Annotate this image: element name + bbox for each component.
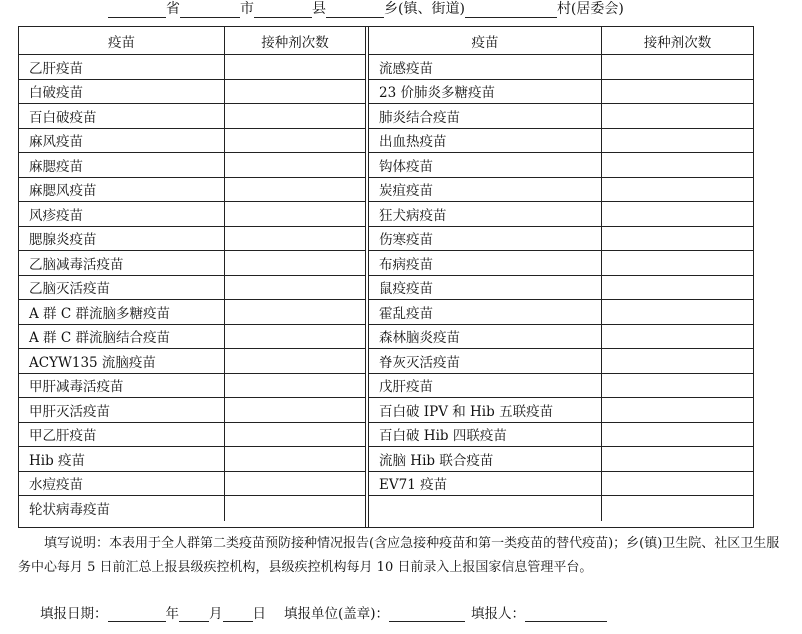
left-column-table bbox=[19, 27, 366, 527]
dose-count-cell[interactable] bbox=[602, 104, 753, 128]
township-label: 乡(镇、街道) bbox=[384, 1, 465, 17]
table-row bbox=[19, 129, 365, 154]
table-row bbox=[369, 55, 753, 80]
vaccine-column-header: 疫苗 bbox=[369, 27, 602, 54]
table-row bbox=[19, 80, 365, 105]
vaccine-name-cell bbox=[369, 496, 602, 521]
table-row bbox=[19, 202, 365, 227]
unit-label: 填报单位(盖章)： bbox=[284, 606, 390, 622]
year-field[interactable] bbox=[108, 607, 166, 622]
dose-count-cell[interactable] bbox=[225, 472, 365, 496]
date-label: 填报日期： bbox=[40, 606, 108, 622]
instructions bbox=[18, 532, 784, 580]
vaccine-name-cell: 百白破疫苗 bbox=[19, 104, 225, 128]
vaccine-name-cell: 霍乱疫苗 bbox=[369, 300, 602, 324]
table-row bbox=[369, 472, 753, 497]
vaccine-name-cell: 轮状病毒疫苗 bbox=[19, 496, 225, 521]
table-row bbox=[19, 349, 365, 374]
vaccine-name-cell: 乙脑减毒活疫苗 bbox=[19, 251, 225, 275]
dose-count-cell[interactable] bbox=[225, 325, 365, 349]
table-row bbox=[369, 178, 753, 203]
dose-count-cell[interactable] bbox=[225, 251, 365, 275]
dose-count-cell[interactable] bbox=[225, 202, 365, 226]
signature-line bbox=[40, 602, 607, 622]
vaccine-name-cell: A 群 C 群流脑结合疫苗 bbox=[19, 325, 225, 349]
county-label: 县 bbox=[312, 1, 326, 17]
doses-column-header: 接种剂次数 bbox=[643, 34, 712, 51]
vaccine-name-cell: 麻腮疫苗 bbox=[19, 153, 225, 177]
dose-count-cell[interactable] bbox=[602, 300, 753, 324]
person-label: 填报人： bbox=[471, 606, 526, 622]
province-field[interactable] bbox=[108, 3, 166, 18]
table-row bbox=[19, 423, 365, 448]
vaccine-name-cell: 水痘疫苗 bbox=[19, 472, 225, 496]
table-row bbox=[369, 202, 753, 227]
vaccine-name-cell: 肺炎结合疫苗 bbox=[369, 104, 602, 128]
city-label: 市 bbox=[240, 1, 254, 17]
table-row bbox=[369, 349, 753, 374]
vaccine-name-cell: 戊肝疫苗 bbox=[369, 374, 602, 398]
table-row bbox=[19, 398, 365, 423]
table-header-row bbox=[19, 27, 365, 55]
dose-count-cell[interactable] bbox=[602, 325, 753, 349]
dose-count-cell[interactable] bbox=[225, 423, 365, 447]
table-row bbox=[369, 251, 753, 276]
dose-count-cell[interactable] bbox=[225, 447, 365, 471]
table-row bbox=[369, 153, 753, 178]
dose-count-cell[interactable] bbox=[602, 251, 753, 275]
unit-field[interactable] bbox=[389, 607, 465, 622]
vaccine-name-cell: ACYW135 流脑疫苗 bbox=[19, 349, 225, 373]
vaccine-name-cell: 森林脑炎疫苗 bbox=[369, 325, 602, 349]
vaccine-name-cell: 甲肝减毒活疫苗 bbox=[19, 374, 225, 398]
dose-count-cell[interactable] bbox=[602, 472, 753, 496]
dose-count-cell[interactable] bbox=[602, 153, 753, 177]
table-row bbox=[19, 178, 365, 203]
table-row bbox=[19, 300, 365, 325]
table-header-row bbox=[369, 27, 753, 55]
vaccine-name-cell: 麻腮风疫苗 bbox=[19, 178, 225, 202]
dose-count-cell[interactable] bbox=[602, 202, 753, 226]
dose-count-cell[interactable] bbox=[602, 276, 753, 300]
province-label: 省 bbox=[166, 1, 180, 17]
vaccine-name-cell: 风疹疫苗 bbox=[19, 202, 225, 226]
dose-count-cell[interactable] bbox=[225, 300, 365, 324]
vaccine-name-cell: A 群 C 群流脑多糖疫苗 bbox=[19, 300, 225, 324]
month-field[interactable] bbox=[179, 607, 209, 622]
vaccine-name-cell: 百白破 IPV 和 Hib 五联疫苗 bbox=[369, 398, 602, 422]
vaccine-name-cell: 流脑 Hib 联合疫苗 bbox=[369, 447, 602, 471]
dose-count-cell[interactable] bbox=[225, 227, 365, 251]
vaccine-name-cell: 钩体疫苗 bbox=[369, 153, 602, 177]
table-row bbox=[369, 300, 753, 325]
vaccine-name-cell: 布病疫苗 bbox=[369, 251, 602, 275]
dose-count-cell[interactable] bbox=[225, 55, 365, 79]
vaccine-name-cell: 出血热疫苗 bbox=[369, 129, 602, 153]
table-row bbox=[19, 325, 365, 350]
vaccine-name-cell: 麻风疫苗 bbox=[19, 129, 225, 153]
vaccine-name-cell: 白破疫苗 bbox=[19, 80, 225, 104]
year-label: 年 bbox=[165, 606, 179, 622]
vaccine-name-cell: 23 价肺炎多糖疫苗 bbox=[369, 80, 602, 104]
dose-count-cell[interactable] bbox=[225, 398, 365, 422]
table-row bbox=[369, 104, 753, 129]
dose-count-cell[interactable] bbox=[602, 80, 753, 104]
table-row bbox=[369, 227, 753, 252]
dose-count-cell[interactable] bbox=[602, 227, 753, 251]
table-row bbox=[369, 398, 753, 423]
vaccine-name-cell: 百白破 Hib 四联疫苗 bbox=[369, 423, 602, 447]
table-row bbox=[19, 496, 365, 521]
vaccine-name-cell: 甲乙肝疫苗 bbox=[19, 423, 225, 447]
table-row bbox=[369, 423, 753, 448]
dose-count-cell[interactable] bbox=[225, 276, 365, 300]
instructions-text: 填写说明：本表用于全人群第二类疫苗预防接种情况报告(含应急接种疫苗和第一类疫苗的替代疫苗)；乡(镇)卫生院、社区卫生服务中心每月 5 日前汇总上报县级疾控机构，县级疾控机构每月 10 日前录入上报国家信息管理平台。 bbox=[18, 536, 780, 575]
table-row bbox=[19, 55, 365, 80]
township-field[interactable] bbox=[326, 3, 384, 18]
dose-count-cell[interactable] bbox=[225, 496, 365, 521]
dose-count-cell[interactable] bbox=[602, 178, 753, 202]
location-header bbox=[0, 0, 802, 22]
vaccine-name-cell: 狂犬病疫苗 bbox=[369, 202, 602, 226]
vaccine-name-cell: EV71 疫苗 bbox=[369, 472, 602, 496]
dose-count-cell[interactable] bbox=[602, 55, 753, 79]
vaccine-dose-table bbox=[18, 26, 754, 528]
vaccine-name-cell: 乙肝疫苗 bbox=[19, 55, 225, 79]
dose-count-cell[interactable] bbox=[602, 496, 753, 521]
table-row bbox=[19, 276, 365, 301]
vaccine-name-cell: 脊灰灭活疫苗 bbox=[369, 349, 602, 373]
table-row bbox=[19, 251, 365, 276]
county-field[interactable] bbox=[254, 3, 312, 18]
vaccine-name-cell: 流感疫苗 bbox=[369, 55, 602, 79]
month-label: 月 bbox=[209, 606, 223, 622]
day-field[interactable] bbox=[223, 607, 253, 622]
dose-count-cell[interactable] bbox=[602, 423, 753, 447]
day-label: 日 bbox=[252, 606, 266, 622]
dose-count-cell[interactable] bbox=[602, 374, 753, 398]
table-row bbox=[369, 276, 753, 301]
table-row bbox=[19, 374, 365, 399]
dose-count-cell[interactable] bbox=[602, 447, 753, 471]
vaccine-name-cell: 伤寒疫苗 bbox=[369, 227, 602, 251]
dose-count-cell[interactable] bbox=[602, 129, 753, 153]
table-row bbox=[369, 374, 753, 399]
table-row bbox=[369, 325, 753, 350]
vaccine-name-cell: Hib 疫苗 bbox=[19, 447, 225, 471]
vaccine-name-cell: 炭疽疫苗 bbox=[369, 178, 602, 202]
vaccine-name-cell: 乙脑灭活疫苗 bbox=[19, 276, 225, 300]
vaccine-name-cell: 甲肝灭活疫苗 bbox=[19, 398, 225, 422]
dose-count-cell[interactable] bbox=[225, 153, 365, 177]
dose-count-cell[interactable] bbox=[225, 374, 365, 398]
village-field[interactable] bbox=[465, 3, 557, 18]
dose-count-cell[interactable] bbox=[602, 349, 753, 373]
table-row bbox=[19, 104, 365, 129]
right-column-table bbox=[368, 27, 753, 527]
table-row bbox=[369, 129, 753, 154]
vaccine-name-cell: 腮腺炎疫苗 bbox=[19, 227, 225, 251]
person-field[interactable] bbox=[525, 607, 607, 622]
village-label: 村(居委会) bbox=[556, 1, 624, 17]
table-row bbox=[369, 496, 753, 521]
dose-count-cell[interactable] bbox=[225, 178, 365, 202]
dose-count-cell[interactable] bbox=[225, 80, 365, 104]
vaccine-name-cell: 鼠疫疫苗 bbox=[369, 276, 602, 300]
doses-column-header: 接种剂次数 bbox=[261, 34, 329, 51]
table-row bbox=[19, 153, 365, 178]
dose-count-cell[interactable] bbox=[225, 104, 365, 128]
dose-count-cell[interactable] bbox=[225, 129, 365, 153]
table-row bbox=[369, 80, 753, 105]
table-row bbox=[19, 472, 365, 497]
city-field[interactable] bbox=[180, 3, 240, 18]
dose-count-cell[interactable] bbox=[225, 349, 365, 373]
table-row bbox=[19, 447, 365, 472]
table-row bbox=[19, 227, 365, 252]
dose-count-cell[interactable] bbox=[602, 398, 753, 422]
vaccine-column-header: 疫苗 bbox=[19, 27, 225, 54]
table-row bbox=[369, 447, 753, 472]
